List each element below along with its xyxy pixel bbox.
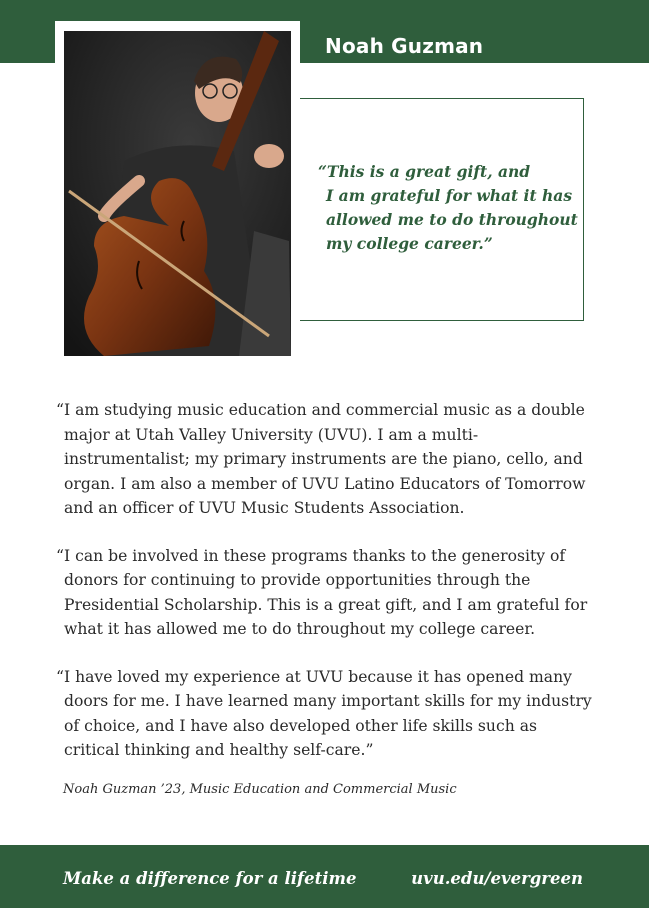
- student-photo: [64, 31, 291, 356]
- attribution: Noah Guzman ’23, Music Education and Commercial Music: [63, 782, 457, 797]
- pull-quote-line: my college career.”: [326, 234, 493, 253]
- testimonial-paragraph: “I have loved my experience at UVU because it has opened many doors for me. I have learned many important skills for my industry of choice, and I have also developed other life skills such as critical thinking and healthy self-care.”: [56, 667, 592, 759]
- student-name: Noah Guzman: [325, 34, 484, 58]
- pull-quote-line: “This is a great gift, and: [318, 162, 531, 181]
- pull-quote-line: I am grateful for what it has: [326, 186, 573, 205]
- testimonial-body: [56, 398, 596, 786]
- pull-quote-line: allowed me to do throughout: [326, 210, 578, 229]
- footer-tagline: Make a difference for a lifetime: [63, 869, 357, 888]
- footer-url-link[interactable]: uvu.edu/evergreen: [411, 869, 583, 888]
- pull-quote: [318, 160, 578, 256]
- testimonial-paragraph: “I am studying music education and commercial music as a double major at Utah Valley University (UVU). I am a multi-instrumentalist; my primary instruments are the piano, cello, and organ. I am also a member of UVU Latino Educators of Tomorrow and an officer of UVU Music Students Association.: [56, 401, 586, 517]
- testimonial-paragraph: “I can be involved in these programs thanks to the generosity of donors for continuing to provide opportunities through the Presidential Scholarship. This is a great gift, and I am grateful for what it has allowed me to do throughout my college career.: [56, 546, 588, 638]
